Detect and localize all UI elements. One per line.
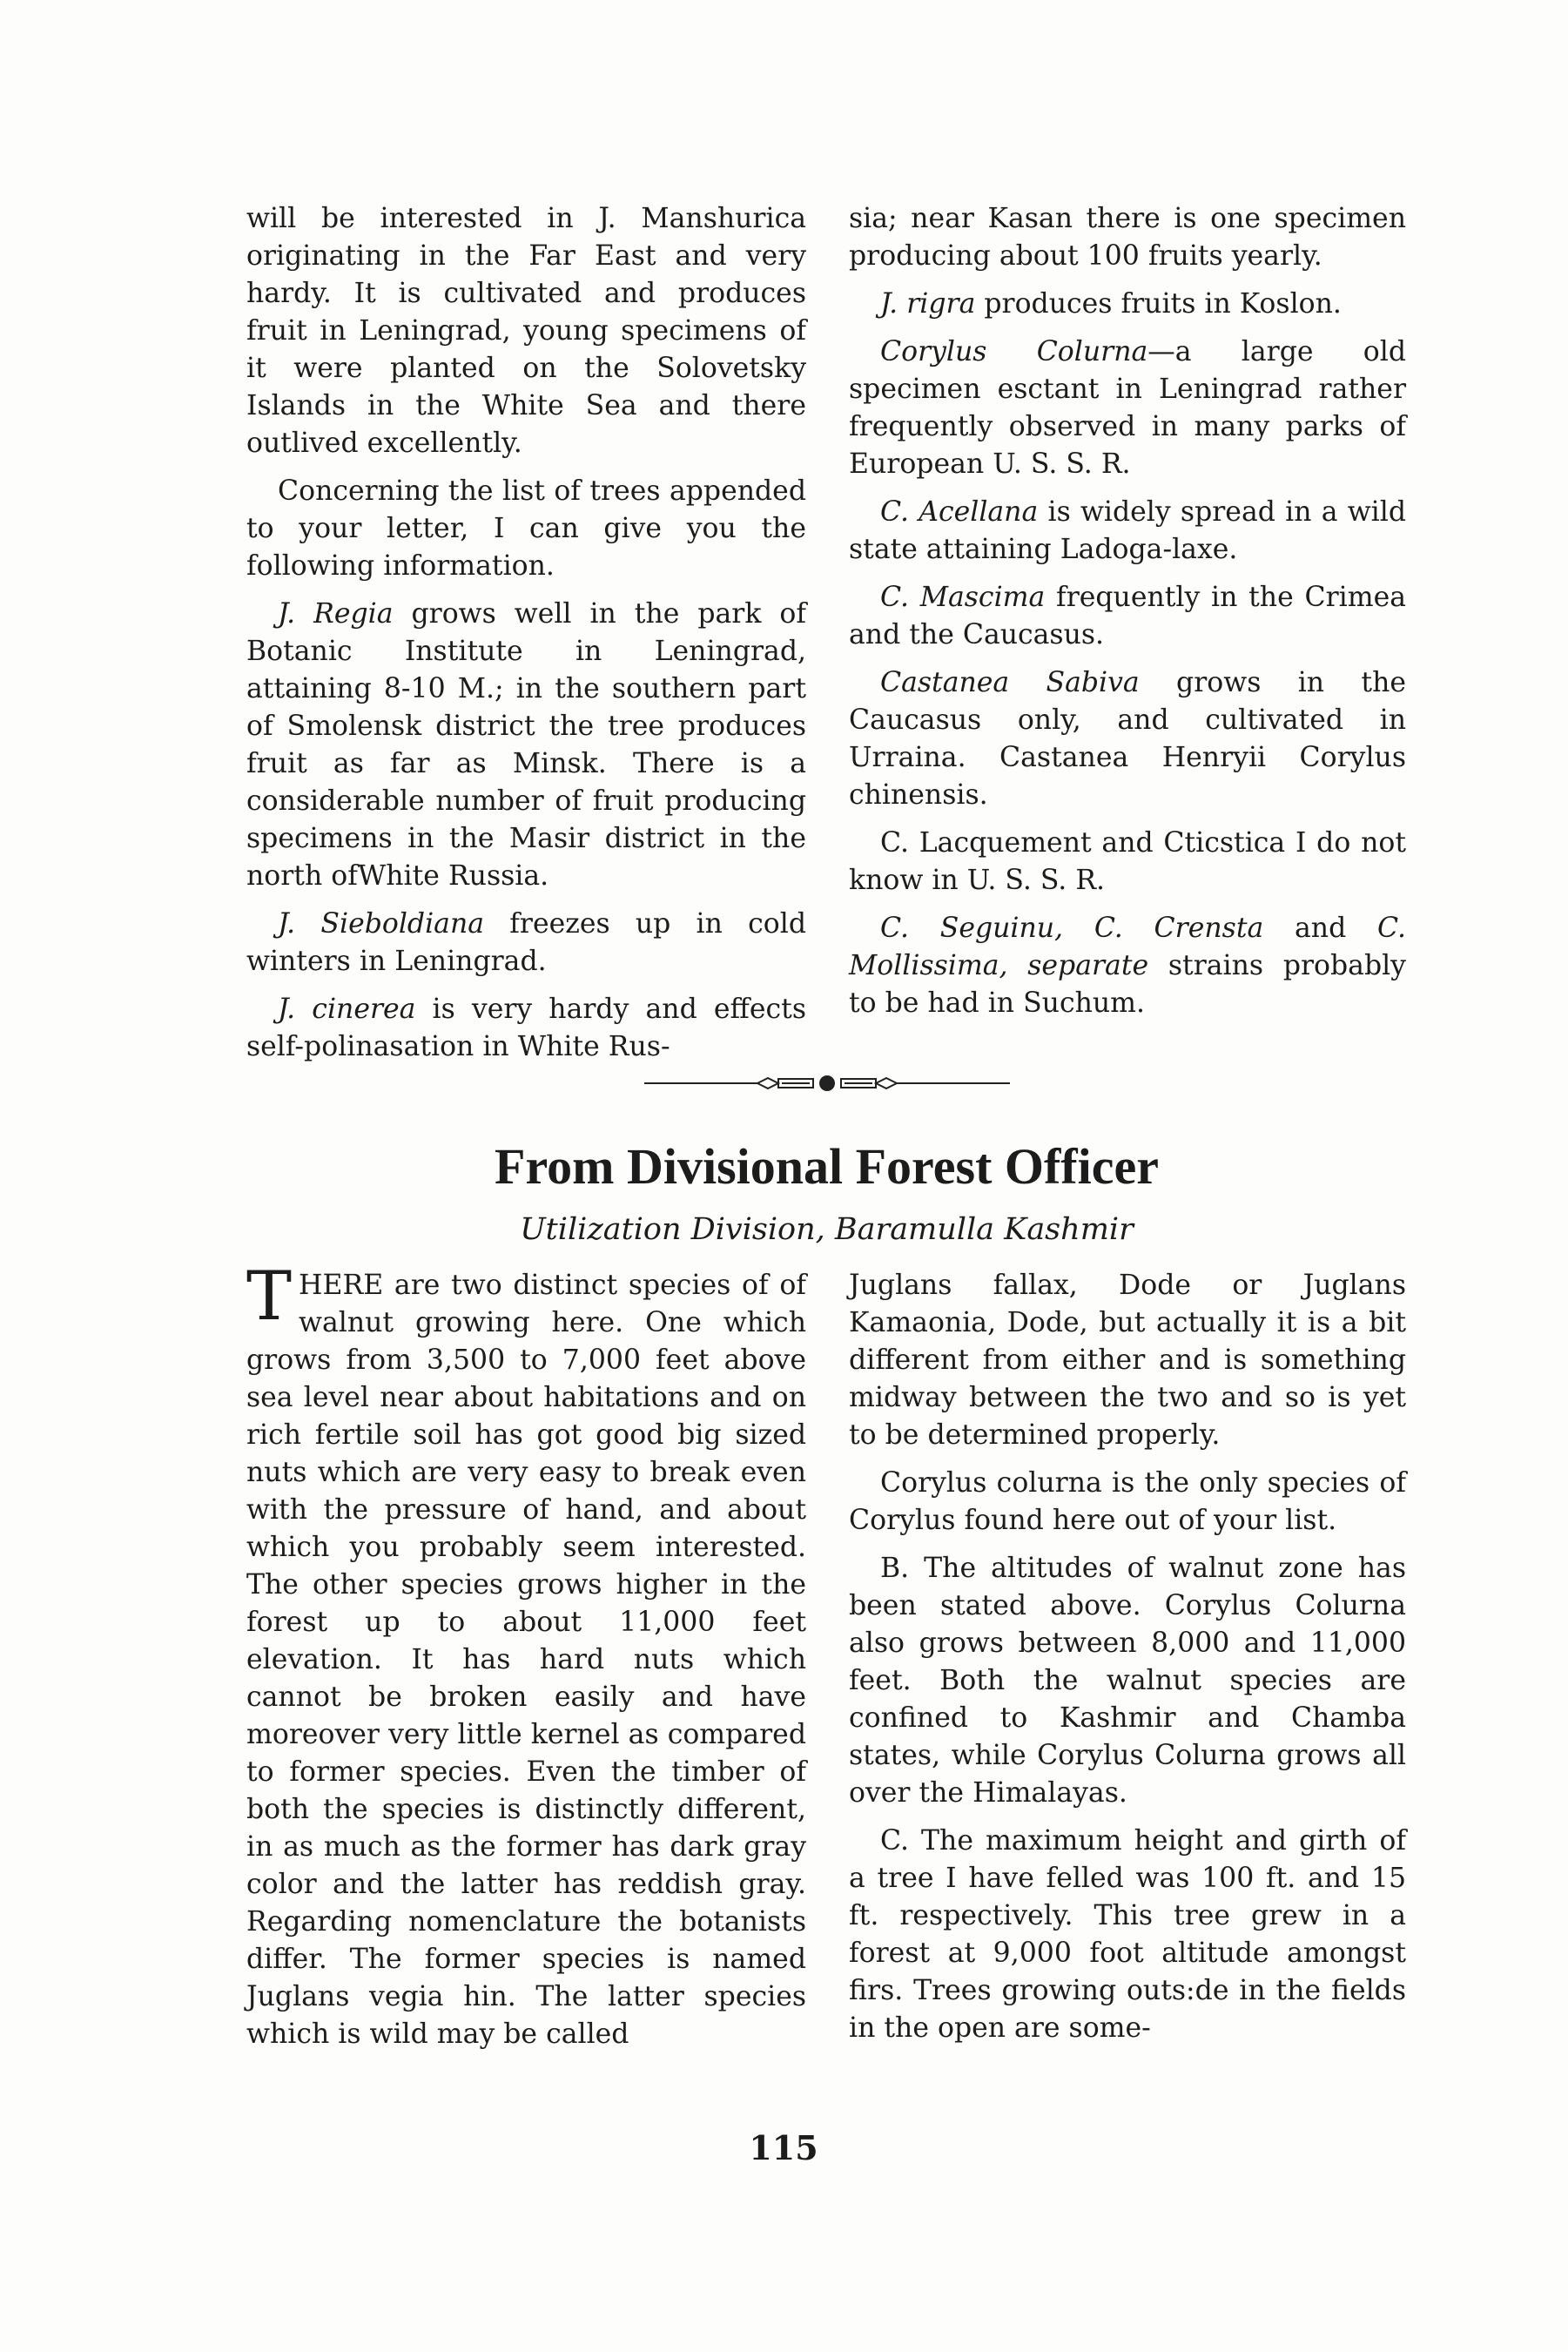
paragraph-text: grows in the Caucasus only, and cultivated in Urraina. Castanea Henryii Corylus chinensis.: [849, 667, 1406, 811]
top-left-column: [246, 200, 806, 1076]
species-name: C. Mascima: [880, 582, 1046, 613]
paragraph: will be interested in J. Manshurica originating in the Far East and very hardy. It is cultivated and produces fruit in Leningrad, young specimens of it were planted on the Solovetsky Islands in the White Sea and there outlived excellently.: [246, 203, 806, 459]
paragraph: C. Lacquement and Cticstica I do not know in U. S. S. R.: [849, 827, 1406, 896]
paragraph-text: is very hardy and effects self-polinasation in White Rus-: [246, 994, 806, 1062]
bottom-right-column: [849, 1267, 1406, 2058]
paragraph-text: freezes up in cold winters in Leningrad.: [246, 908, 806, 977]
paragraph-text: produces fruits in Koslon.: [975, 288, 1342, 320]
top-right-column: [849, 200, 1406, 1033]
paragraph-text: grows well in the park of Botanic Institute in Leningrad, attaining 8-10 M.; in the southern part of Smolensk district the tree produces fruit as far as Minsk. There is a considerable number of fruit producing specimens in the Masir district in the north ofWhite Russia.: [246, 598, 806, 892]
paragraph: Concerning the list of trees appended to your letter, I can give you the following information.: [246, 475, 806, 582]
paragraph: [246, 906, 806, 981]
paragraph: C. The maximum height and girth of a tree I have felled was 100 ft. and 15 ft. respectively. This tree grew in a forest at 9,000 foot altitude amongst firs. Trees growing outs:de in the fields in the open are some-: [849, 1825, 1406, 2044]
paragraph-text: HERE are two distinct species of of walnut growing here. One which grows from 3,500 to 7,000 feet above sea level near about habitations and on rich fertile soil has got good big sized nuts which are very easy to break even with the pressure of hand, and about which you probably seem interested. The other species grows higher in the forest up to about 11,000 feet elevation. It has hard nuts which cannot be broken easily and have moreover very little kernel as compared to former species. Even the timber of both the species is distinctly different, in as much as the former has dark gray color and the latter has reddish gray. Regarding nomenclature the botanists differ. The former species is named Juglans vegia hin. The latter species which is wild may be called: [246, 1270, 806, 2050]
article-title: From Divisional Forest Officer: [495, 1138, 1159, 1195]
paragraph: [849, 286, 1406, 323]
paragraph: [246, 596, 806, 895]
article-subtitle: Utilization Division, Baramulla Kashmir: [520, 1212, 1134, 1247]
species-name: J. Regia: [278, 598, 394, 630]
paragraph: sia; near Kasan there is one specimen producing about 100 fruits yearly.: [849, 203, 1406, 272]
paragraph: [849, 494, 1406, 569]
paragraph-text: is widely spread in a wild state attaining Ladoga-laxe.: [849, 496, 1406, 565]
species-name: C. Mollissima, separate: [849, 913, 1406, 981]
paragraph-text: strains probably to be had in Suchum.: [849, 950, 1406, 1019]
paragraph: [849, 334, 1406, 483]
species-name: J. Sieboldiana: [278, 908, 485, 940]
paragraph: [849, 579, 1406, 654]
section-divider-ornament: [644, 1073, 1010, 1094]
species-name: C. Acellana: [880, 496, 1039, 528]
paragraph: [849, 910, 1406, 1022]
paragraph: [849, 664, 1406, 814]
bottom-left-column: [246, 1257, 806, 2064]
drop-cap: T: [246, 1257, 293, 1336]
paragraph: B. The altitudes of walnut zone has been stated above. Corylus Colurna also grows between 8,000 and 11,000 feet. Both the walnut species are confined to Kashmir and Chamba states, while Corylus Colurna grows all over the Himalayas.: [849, 1553, 1406, 1809]
paragraph: Juglans fallax, Dode or Juglans Kamaonia, Dode, but actually it is a bit different from either and is something midway between the two and so is yet to be determined properly.: [849, 1270, 1406, 1451]
paragraph: Corylus colurna is the only species of Corylus found here out of your list.: [849, 1467, 1406, 1536]
paragraph-text: and: [1263, 913, 1377, 944]
paragraph: [246, 991, 806, 1066]
species-name: Castanea Sabiva: [880, 667, 1140, 698]
species-name: Corylus Colurna: [880, 336, 1148, 367]
paragraph-text: frequently in the Crimea and the Caucasus.: [849, 582, 1406, 650]
paragraph: [246, 1257, 806, 2053]
species-name: J. rigra: [880, 288, 976, 320]
paragraph-text: —a large old specimen esctant in Leningrad rather frequently observed in many parks of European U. S. S. R.: [849, 336, 1406, 480]
species-name: J. cinerea: [278, 994, 416, 1025]
species-name: C. Seguinu, C. Crensta: [880, 913, 1264, 944]
page-number: 115: [749, 2128, 818, 2167]
